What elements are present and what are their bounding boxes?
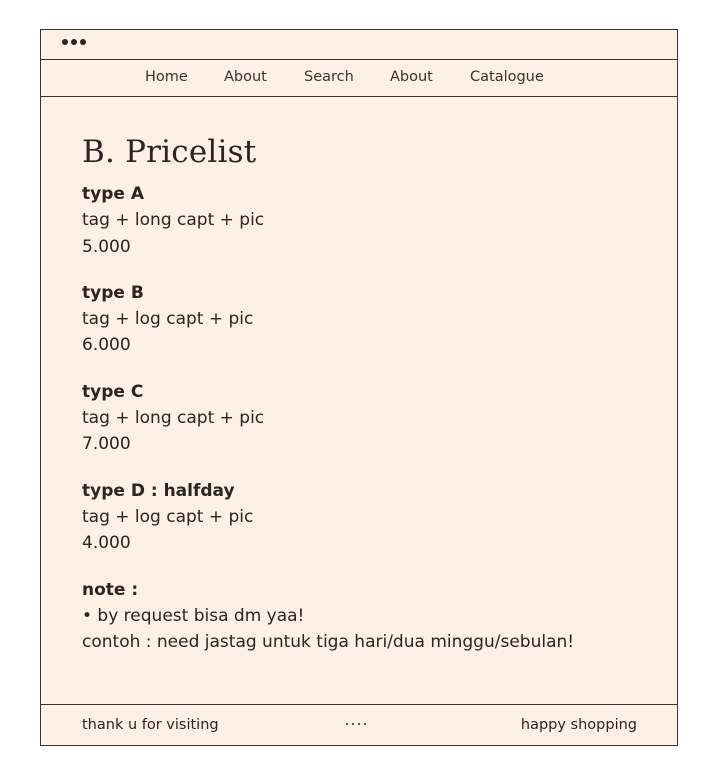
- price-item: [82, 181, 642, 260]
- price-item-heading: type A: [82, 184, 144, 204]
- price-item-desc: tag + long capt + pic: [82, 210, 265, 231]
- price-item-desc: tag + long capt + pic: [82, 408, 265, 429]
- nav-item-home[interactable]: Home: [145, 69, 188, 85]
- window-dot-icon[interactable]: [71, 39, 77, 45]
- price-item-price: 4.000: [82, 533, 131, 554]
- price-item-price: 6.000: [82, 335, 131, 356]
- note-line: • by request bisa dm yaa!: [82, 605, 305, 626]
- nav-item-catalogue[interactable]: Catalogue: [470, 69, 544, 85]
- nav-bar: [41, 60, 677, 97]
- browser-window: [40, 29, 678, 746]
- nav-item-about-2[interactable]: About: [390, 69, 433, 85]
- main-content: [82, 134, 642, 675]
- price-item-heading: type D : halfday: [82, 480, 235, 501]
- dot-icon: [364, 723, 366, 725]
- note-heading: note :: [82, 579, 139, 600]
- nav-item-about[interactable]: About: [224, 69, 267, 85]
- dot-icon: [352, 723, 354, 725]
- dot-icon: [346, 723, 348, 725]
- window-controls[interactable]: [62, 39, 86, 45]
- price-item-price: 7.000: [82, 434, 131, 455]
- window-dot-icon[interactable]: [62, 39, 68, 45]
- price-item-price: 5.000: [82, 236, 131, 257]
- window-dot-icon[interactable]: [80, 39, 86, 45]
- footer-dots-icon: [346, 723, 366, 725]
- footer-right-text: happy shopping: [520, 717, 637, 733]
- price-item-desc: tag + log capt + pic: [82, 506, 254, 527]
- footer: [41, 704, 677, 747]
- dot-icon: [358, 723, 360, 725]
- page-title: B. Pricelist: [82, 134, 257, 170]
- price-item: [82, 280, 642, 359]
- price-item: [82, 478, 642, 557]
- price-item: [82, 379, 642, 458]
- price-item-heading: type C: [82, 381, 144, 402]
- note-line: contoh : need jastag untuk tiga hari/dua minggu/sebulan!: [82, 632, 575, 653]
- nav-item-search[interactable]: Search: [304, 69, 354, 85]
- footer-left-text: thank u for visiting: [82, 717, 219, 733]
- note-section: [82, 577, 642, 656]
- title-bar: [41, 30, 677, 60]
- price-item-heading: type B: [82, 282, 144, 303]
- price-item-desc: tag + log capt + pic: [82, 309, 254, 330]
